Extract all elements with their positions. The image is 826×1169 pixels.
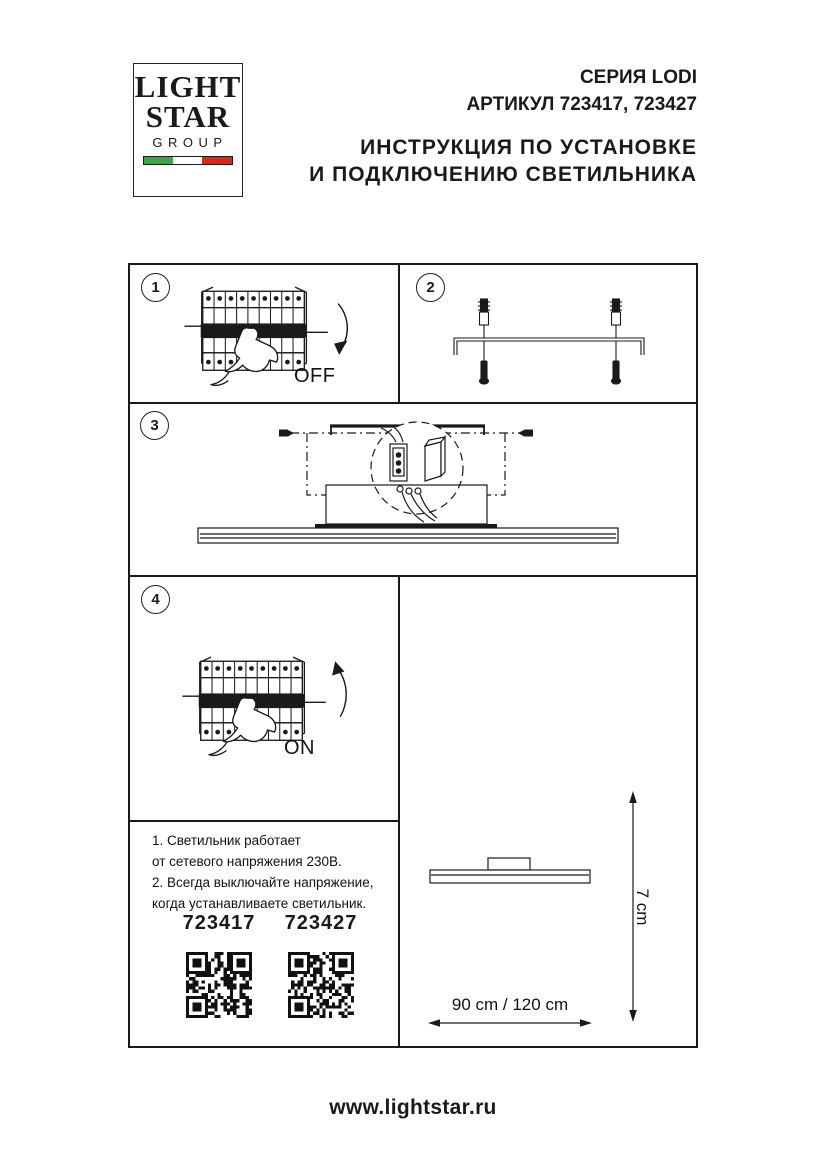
logo-word-star: STAR bbox=[145, 99, 231, 134]
step-panel-1 bbox=[130, 265, 400, 404]
dimensions-panel bbox=[400, 577, 696, 1046]
on-label: ON bbox=[284, 737, 315, 759]
logo-word-light: LIGHT bbox=[134, 69, 242, 104]
dimension-arrow-down-icon bbox=[629, 1010, 637, 1022]
instruction-title-line2: И ПОДКЛЮЧЕНИЮ СВЕТИЛЬНИКА bbox=[309, 163, 697, 186]
arrow-down-icon bbox=[334, 341, 347, 355]
logo-word-group: GROUP bbox=[152, 135, 228, 150]
step-number-badge-1: 1 bbox=[141, 273, 170, 302]
italian-flag-stripe bbox=[143, 156, 233, 165]
note-line: когда устанавливаете светильник. bbox=[152, 896, 367, 911]
series-label: СЕРИЯ LODI bbox=[579, 67, 697, 88]
off-label: OFF bbox=[294, 365, 336, 387]
qr-code-left-icon bbox=[186, 952, 252, 1018]
step-number-badge-4: 4 bbox=[141, 585, 170, 614]
mounting-bracket-illustration bbox=[444, 293, 654, 393]
breaker-on-illustration bbox=[182, 651, 357, 769]
qr-code-right-icon bbox=[288, 952, 354, 1018]
safety-notes bbox=[152, 830, 373, 914]
fixture-side-view bbox=[400, 577, 696, 1046]
lightstar-logo bbox=[133, 63, 243, 197]
dimension-arrow-up-icon bbox=[629, 791, 637, 803]
dimension-arrow-right-icon bbox=[580, 1019, 592, 1027]
document-header bbox=[309, 64, 697, 188]
magnifier-circle-icon bbox=[371, 422, 463, 514]
footer-url: www.lightstar.ru bbox=[329, 1096, 497, 1119]
dimension-arrow-left-icon bbox=[428, 1019, 440, 1027]
step-number-badge-2: 2 bbox=[416, 273, 445, 302]
installation-grid bbox=[128, 263, 698, 1048]
step-panel-4 bbox=[130, 577, 400, 822]
step-number-badge-3: 3 bbox=[140, 411, 169, 440]
note-line: от сетевого напряжения 230В. bbox=[152, 854, 342, 869]
article-label: АРТИКУЛ 723417, 723427 bbox=[466, 94, 697, 115]
note-line: 2. Всегда выключайте напряжение, bbox=[152, 875, 374, 890]
notes-panel bbox=[130, 822, 400, 1046]
width-dimension-label: 90 cm / 120 cm bbox=[451, 995, 569, 1014]
step-panel-3 bbox=[130, 404, 696, 577]
article-number-right: 723427 bbox=[284, 912, 358, 934]
step-panel-2 bbox=[400, 265, 696, 404]
instruction-title bbox=[309, 134, 697, 188]
arrow-up-icon bbox=[332, 661, 344, 675]
fixture-mounting-illustration bbox=[138, 410, 688, 570]
instruction-title-line1: ИНСТРУКЦИЯ ПО УСТАНОВКЕ bbox=[360, 136, 697, 159]
height-dimension-label: 7 cm bbox=[633, 888, 652, 926]
article-number-left: 723417 bbox=[182, 912, 256, 934]
note-line: 1. Светильник работает bbox=[152, 833, 301, 848]
